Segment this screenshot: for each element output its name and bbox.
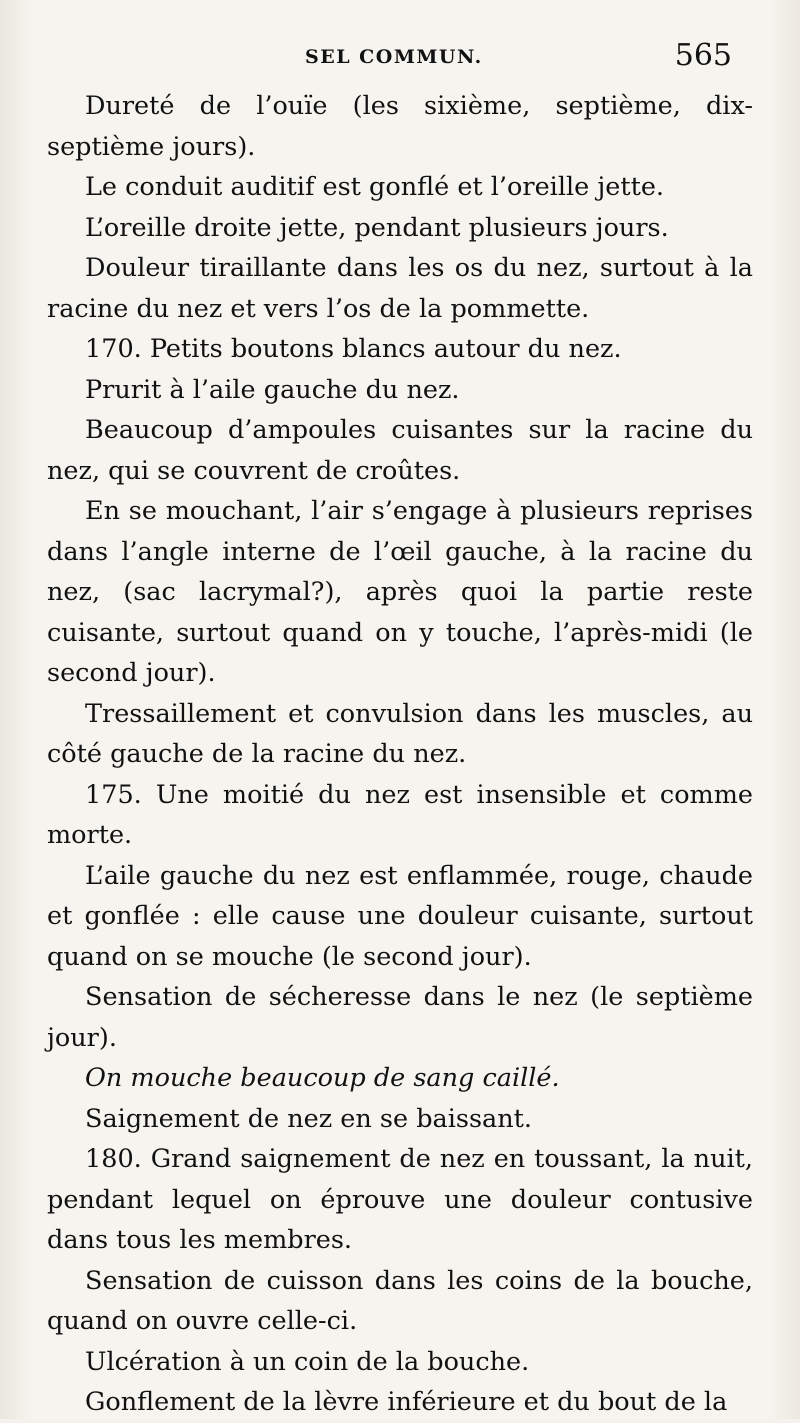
paragraph: En se mouchant, l’air s’engage à plusieurs reprises dans l’angle interne de l’œil gauche, à la racine du nez, (sac lacrymal?), après quoi la partie reste cuisante, surtout quand on y touche, l’après-midi (le second jour). [47, 496, 753, 688]
paragraph: Douleur tiraillante dans les os du nez, surtout à la racine du nez et vers l’os de la pommette. [47, 253, 753, 324]
page-body [47, 86, 753, 1423]
paragraph: Saignement de nez en se baissant. [85, 1103, 533, 1134]
page-header [0, 38, 800, 78]
running-head: SEL COMMUN. [305, 46, 483, 68]
paragraph: Sensation de sécheresse dans le nez (le septième jour). [47, 982, 753, 1053]
paragraph: Gonflement de la lèvre inférieure et du bout de la [85, 1387, 728, 1417]
paragraph: Dureté de l’ouïe (les sixième, septième, dix-septième jours). [47, 91, 753, 162]
paragraph: Prurit à l’aile gauche du nez. [85, 374, 460, 405]
paragraph: Sensation de cuisson dans les coins de la bouche, quand on ouvre celle-ci. [47, 1265, 753, 1336]
paragraph: 170. Petits boutons blancs autour du nez. [85, 334, 622, 364]
paragraph: Tressaillement et convulsion dans les muscles, au côté gauche de la racine du nez. [47, 698, 753, 769]
paragraph: L’aile gauche du nez est enflammée, rouge, chaude et gonflée : elle cause une douleur cuisante, surtout quand on se mouche (le second jour). [47, 860, 753, 972]
paragraph-italic: On mouche beaucoup de sang caillé. [85, 1063, 560, 1093]
paragraph: L’oreille droite jette, pendant plusieurs jours. [85, 212, 669, 243]
paragraph: Ulcération à un coin de la bouche. [85, 1346, 530, 1377]
paragraph: Beaucoup d’ampoules cuisantes sur la racine du nez, qui se couvrent de croûtes. [47, 415, 753, 486]
paragraph: 175. Une moitié du nez est insensible et comme morte. [47, 779, 753, 850]
page-number: 565 [674, 38, 732, 73]
paragraph: 180. Grand saignement de nez en toussant, la nuit, pendant lequel on éprouve une douleur contusive dans tous les membres. [47, 1144, 753, 1255]
paragraph: Le conduit auditif est gonflé et l’oreille jette. [85, 172, 665, 202]
